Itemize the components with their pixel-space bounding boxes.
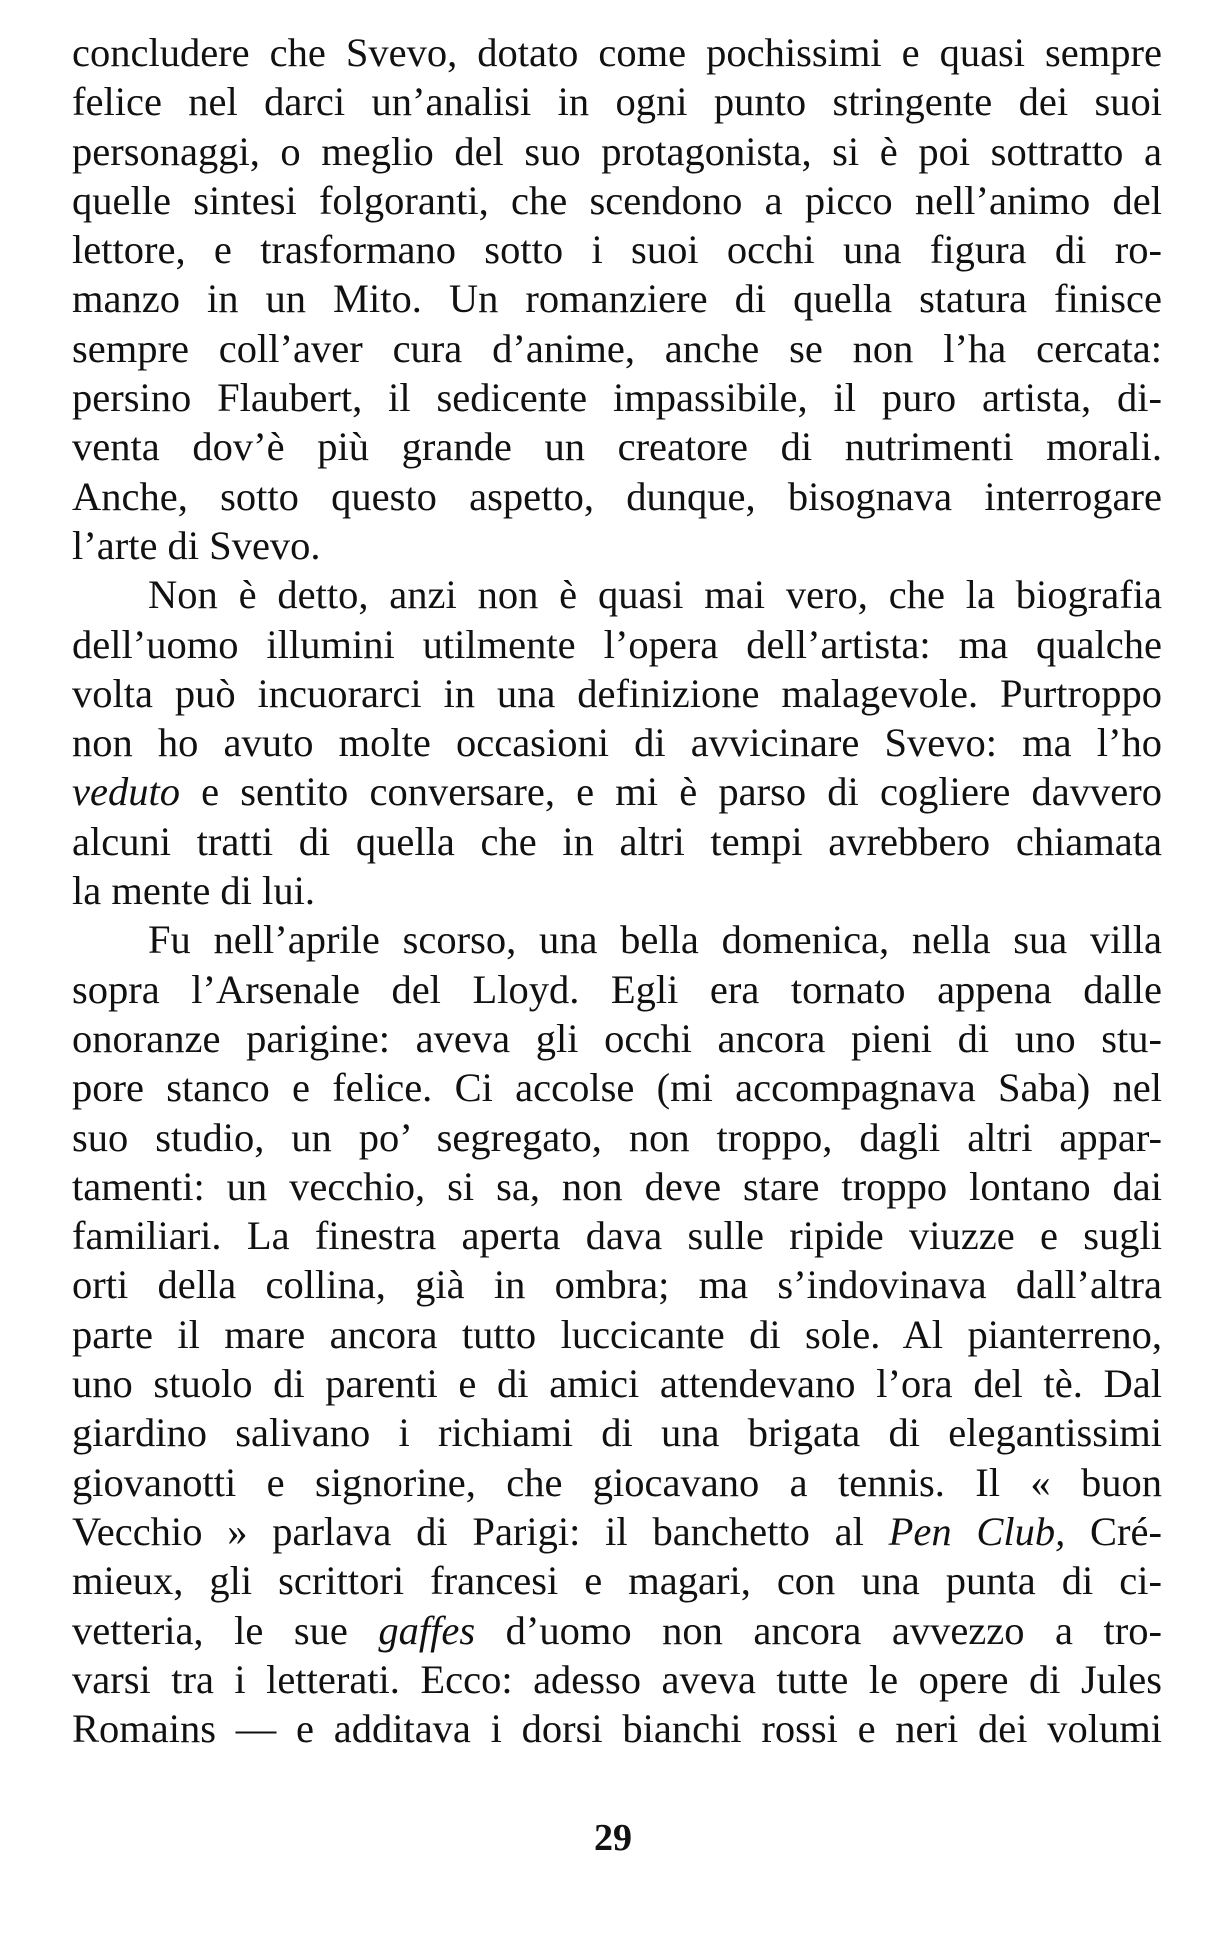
text-line: lettore, e trasformano sotto i suoi occhi una figura di ro- [72,227,1162,273]
text-line: la mente di lui. [72,868,315,914]
italic-word: gaffes [378,1607,476,1653]
page-body [72,28,1162,1753]
text-run: Cré- [1065,1508,1162,1554]
text-line: Non è detto, anzi non è quasi mai vero, che la biografia [148,572,1162,618]
text-line: parte il mare ancora tutto luccicante di sole. Al pianterreno, [72,1311,1162,1357]
text-line: onoranze parigine: aveva gli occhi ancora pieni di uno stu- [72,1015,1162,1061]
text-line [72,1507,1162,1556]
text-line: sempre coll’aver cura d’anime, anche se non l’ha cercata: [72,325,1162,371]
text-line [72,1606,1162,1655]
text-run: Vecchio » parlava di Parigi: il banchetto al [72,1508,889,1554]
text-line: manzo in un Mito. Un romanziere di quella statura finisce [72,276,1162,322]
text-line: persino Flaubert, il sedicente impassibile, il puro artista, di- [72,375,1162,421]
text-line: Anche, sotto questo aspetto, dunque, bisognava interrogare [72,473,1162,519]
text-line: Fu nell’aprile scorso, una bella domenica, nella sua villa [148,917,1162,963]
text-line: quelle sintesi folgoranti, che scendono a picco nell’animo del [72,177,1162,223]
text-line: giardino salivano i richiami di una brigata di elegantissimi [72,1410,1162,1456]
text-line: venta dov’è più grande un creatore di nutrimenti morali. [72,424,1162,470]
text-line: giovanotti e signorine, che giocavano a tennis. Il « buon [72,1459,1162,1505]
text-line: mieux, gli scrittori francesi e magari, con una punta di ci- [72,1558,1162,1604]
text-line [72,767,1162,816]
italic-word: Pen Club, [888,1508,1066,1554]
text-run: d’uomo non ancora avvezzo a tro- [475,1607,1162,1653]
page-number: 29 [594,1817,632,1859]
text-line: sopra l’Arsenale del Lloyd. Egli era tornato appena dalle [72,966,1162,1012]
paragraph-3 [72,915,1162,1753]
text-line: familiari. La finestra aperta dava sulle ripide viuzze e sugli [72,1213,1162,1259]
italic-word: veduto [72,769,180,815]
text-line: personaggi, o meglio del suo protagonista, si è poi sottratto a [72,128,1162,174]
text-line: felice nel darci un’analisi in ogni punto stringente dei suoi [72,79,1162,125]
text-line: dell’uomo illumini utilmente l’opera dell’artista: ma qualche [72,621,1162,667]
text-line: uno stuolo di parenti e di amici attendevano l’ora del tè. Dal [72,1361,1162,1407]
text-line: volta può incuorarci in una definizione malagevole. Purtroppo [72,670,1162,716]
text-line: tamenti: un vecchio, si sa, non deve stare troppo lontano dai [72,1163,1162,1209]
text-line: non ho avuto molte occasioni di avvicinare Svevo: ma l’ho [72,720,1162,766]
text-line: concludere che Svevo, dotato come pochissimi e quasi sempre [72,30,1162,75]
text-line: alcuni tratti di quella che in altri tempi avrebbero chiamata [72,818,1162,864]
paragraph-2 [72,570,1162,915]
text-line: l’arte di Svevo. [72,522,321,568]
text-run: vetteria, le sue [72,1607,379,1653]
text-line: orti della collina, già in ombra; ma s’indovinava dall’altra [72,1262,1162,1308]
text-line: pore stanco e felice. Ci accolse (mi accompagnava Saba) nel [72,1065,1162,1111]
text-line: Romains — e additava i dorsi bianchi rossi e neri dei volumi [72,1706,1162,1752]
paragraph-1 [72,28,1162,570]
text-run: e sentito conversare, e mi è parso di cogliere davvero [179,769,1162,815]
text-line: suo studio, un po’ segregato, non troppo, dagli altri appar- [72,1114,1162,1160]
text-line: varsi tra i letterati. Ecco: adesso aveva tutte le opere di Jules [72,1656,1162,1702]
